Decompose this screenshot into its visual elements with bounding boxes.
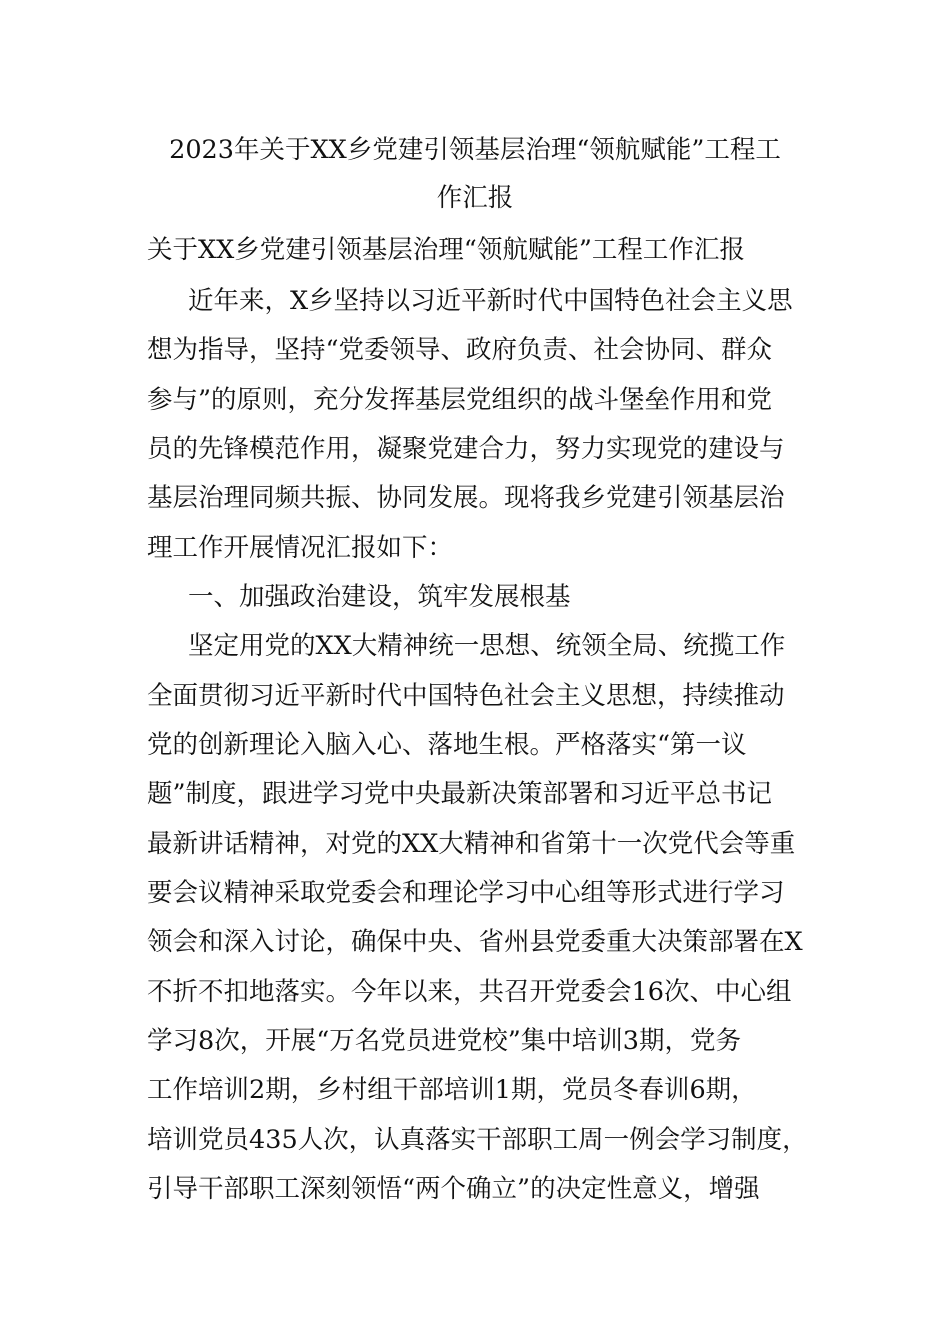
paragraph-2-line-2: 全面贯彻习近平新时代中国特色社会主义思想，持续推动 bbox=[147, 681, 785, 711]
paragraph-1-line-2: 想为指导，坚持“党委领导、政府负责、社会协同、群众 bbox=[147, 335, 773, 365]
paragraph-2-line-6: 要会议精神采取党委会和理论学习中心组等形式进行学习 bbox=[147, 878, 785, 908]
paragraph-1-line-1: 近年来，X乡坚持以习近平新时代中国特色社会主义思 bbox=[188, 286, 793, 316]
paragraph-2-line-8: 不折不扣地落实。今年以来，共召开党委会16次、中心组 bbox=[147, 977, 792, 1007]
document-title-line-1: 2023年关于XX乡党建引领基层治理“领航赋能”工程工 bbox=[169, 135, 781, 165]
paragraph-2-line-9: 学习8次，开展“万名党员进党校”集中培训3期，党务 bbox=[147, 1026, 742, 1056]
paragraph-1-line-5: 基层治理同频共振、协同发展。现将我乡党建引领基层治 bbox=[147, 483, 785, 513]
paragraph-2-line-1: 坚定用党的XX大精神统一思想、统领全局、统揽工作 bbox=[188, 631, 786, 661]
paragraph-2-line-10: 工作培训2期，乡村组干部培训1期，党员冬春训6期， bbox=[147, 1075, 757, 1105]
document-title-line-2: 作汇报 bbox=[436, 183, 514, 213]
paragraph-2-line-7: 领会和深入讨论，确保中央、省州县党委重大决策部署在X bbox=[147, 927, 803, 957]
paragraph-2-line-12: 引导干部职工深刻领悟“两个确立”的决定性意义，增强 bbox=[147, 1174, 760, 1204]
paragraph-1-line-4: 员的先锋模范作用，凝聚党建合力，努力实现党的建设与 bbox=[147, 434, 785, 464]
paragraph-1-line-6: 理工作开展情况汇报如下： bbox=[147, 533, 454, 563]
paragraph-2-line-5: 最新讲话精神，对党的XX大精神和省第十一次党代会等重 bbox=[147, 829, 796, 859]
document-subtitle: 关于XX乡党建引领基层治理“领航赋能”工程工作汇报 bbox=[147, 235, 745, 265]
paragraph-1-line-3: 参与”的原则，充分发挥基层党组织的战斗堡垒作用和党 bbox=[147, 385, 773, 415]
paragraph-2-line-3: 党的创新理论入脑入心、落地生根。严格落实“第一议 bbox=[147, 730, 747, 760]
paragraph-2-line-11: 培训党员435人次，认真落实干部职工周一例会学习制度， bbox=[147, 1125, 808, 1155]
section-heading-1: 一、加强政治建设，筑牢发展根基 bbox=[188, 582, 571, 612]
paragraph-2-line-4: 题”制度，跟进学习党中央最新决策部署和习近平总书记 bbox=[147, 779, 773, 809]
